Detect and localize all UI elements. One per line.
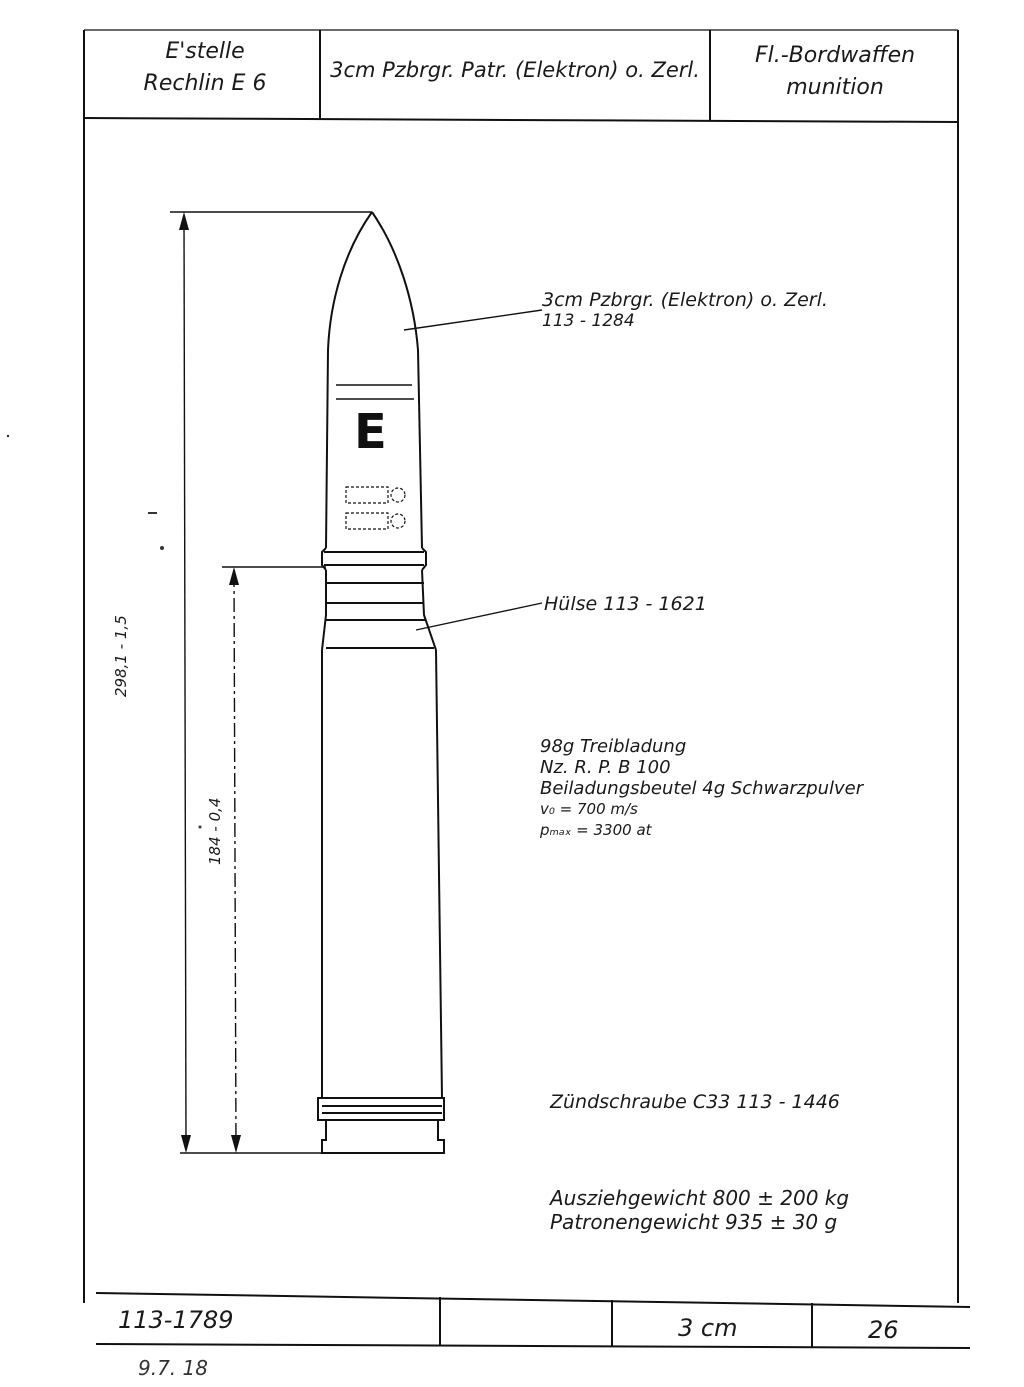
header-category-line-1: Fl.-Bordwaffen [754,43,916,68]
case-length-dimension: 184 - 0,4 [206,795,224,868]
projectile-marking-letter: E [354,404,387,460]
charge-line-3: Beiladungsbeutel 4g Schwarzpulver [540,778,864,799]
charge-line-5: pₘₐₓ = 3300 at [540,821,652,839]
footer-note: 9.7. 18 [138,1356,208,1380]
projectile-leader-line [404,310,542,330]
header-org-line-1: E'stelle [165,39,245,64]
header-org-line-2: Rechlin E 6 [143,71,267,96]
case-callout: Hülse 113 - 1621 [544,593,707,615]
primer-callout: Zündschraube C33 113 - 1446 [550,1091,840,1113]
cartridge-outline [318,212,444,1153]
overall-length-dimension: 298,1 - 1,5 [112,612,130,700]
case-rim [318,1098,444,1120]
header-right-cell [720,42,950,102]
projectile-callout [542,290,828,332]
overall-dimension-line [184,218,186,1147]
charge-line-4: v₀ = 700 m/s [540,800,638,818]
weights-notes [550,1186,849,1234]
header-category-line-2: munition [786,75,884,100]
case-dimension-line [234,573,236,1147]
header-title: 3cm Pzbrgr. Patr. (Elektron) o. Zerl. [330,58,700,82]
weight-line-1: Ausziehgewicht 800 ± 200 kg [550,1186,850,1210]
drawing-number: 113-1789 [118,1306,234,1334]
charge-line-1: 98g Treibladung [540,736,687,757]
projectile-number: 113 - 1284 [542,311,635,331]
footer-bottom-line [96,1344,970,1348]
sheet-number: 26 [868,1316,899,1344]
projectile-name: 3cm Pzbrgr. (Elektron) o. Zerl. [542,289,828,311]
case-leader-line [416,603,542,630]
header-bottom-line [84,118,958,122]
charge-notes [540,736,863,841]
case-body [322,650,442,1098]
weight-line-2: Patronengewicht 935 ± 30 g [550,1210,838,1234]
caliber-cell: 3 cm [678,1314,738,1342]
projectile-ogive [326,212,422,548]
footer-top-line [96,1293,970,1307]
header-left-cell [100,38,310,98]
charge-line-2: Nz. R. P. B 100 [540,757,671,778]
